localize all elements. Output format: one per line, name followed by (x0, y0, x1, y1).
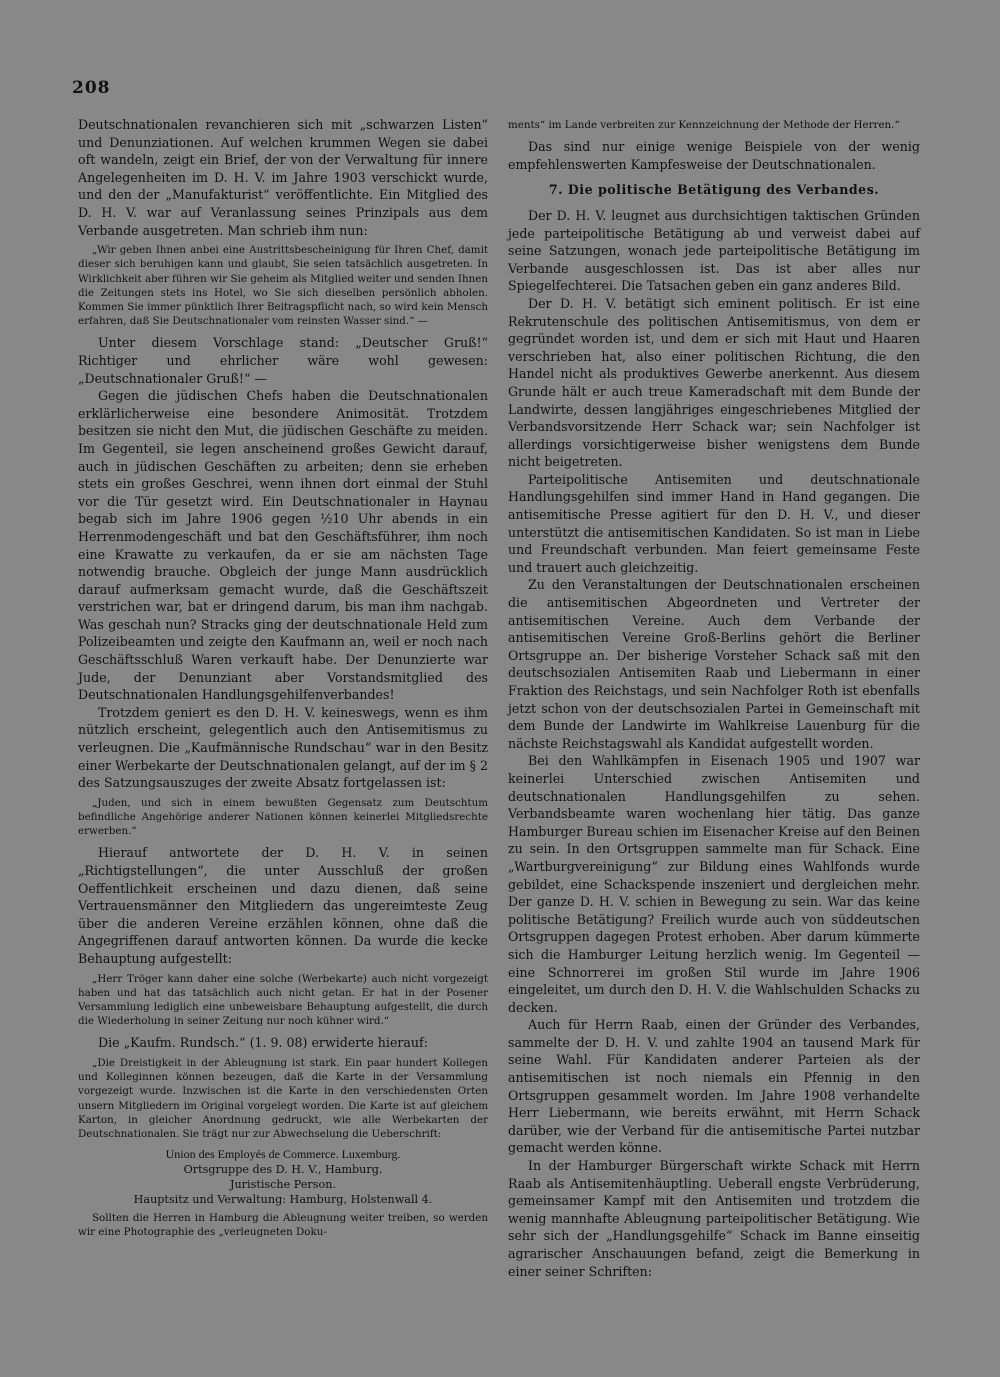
page-number: 208 (72, 78, 111, 98)
block-quote: ments“ im Lande verbreiten zur Kennzeichnung der Methode der Herren.“ (508, 119, 900, 131)
section-heading: 7. Die politische Betätigung des Verbandes. (548, 182, 880, 198)
paragraph: Der D. H. V. leugnet aus durchsichtigen taktischen Gründen jede parteipolitische Betätigung ab und verweist dabei auf seine Satzungen, wonach jede parteipolitische Betätigung im Verbande ausgeschlossen ist. Das ist aber alles nur Spiegelfechterei. Die Tatsachen geben ein ganz anderes Bild. (508, 207, 920, 294)
paragraph: Trotzdem geniert es den D. H. V. keineswegs, wenn es ihm nützlich erscheint, gelegentlich auch den Antisemitismus zu verleugnen. Die „Kaufmännische Rundschau“ war in den Besitz einer Werbekarte der Deutschnationalen gelangt, auf der im § 2 des Satzungsauszuges der zweite Absatz fortgelassen ist: (78, 704, 488, 791)
address-line: Juristische Person. (229, 1178, 337, 1192)
address-line: Ortsgruppe des D. H. V., Hamburg. (183, 1163, 383, 1177)
paragraph: In der Hamburger Bürgerschaft wirkte Schack mit Herrn Raab als Antisemitenhäuptling. Ueberall engste Verbrüderung, gemeinsamer Kampf mit den Antisemiten und trotzdem die wenig mannhafte Ableugnung parteipolitischer Betätigung. Wie sehr sich der „Handlungsgehilfe“ Schack im Banne einseitig agrarischer Anschauungen befand, zeigt die Bemerkung in einer seiner Schriften: (508, 1158, 920, 1279)
block-quote: „Wir geben Ihnen anbei eine Austrittsbescheinigung für Ihren Chef, damit dieser sich beruhigen kann und glaubt, Sie seien tatsächlich ausgetreten. In Wirklichkeit aber führen wir Sie geheim als Mitglied weiter und senden Ihnen die Zeitungen stets ins Hotel, wo Sie sich dieselben persönlich abholen. Kommen Sie immer pünktlich Ihrer Beitragspflicht nach, so wird kein Mensch erfahren, daß Sie Deutschnationaler vom reinsten Wasser sind.“ — (78, 244, 488, 328)
paragraph: Gegen die jüdischen Chefs haben die Deutschnationalen erklärlicherweise eine besondere Animosität. Trotzdem besitzen sie nicht den Mut, die jüdischen Geschäfte zu meiden. Im Gegenteil, sie legen anscheinend großes Gewicht darauf, auch in jüdischen Geschäften zu arbeiten; denn sie erheben stets ein großes Geschrei, wenn ihnen dort einmal der Stuhl vor die Tür gesetzt wird. Ein Deutschnationaler in Haynau begab sich im Jahre 1906 gegen ½10 Uhr abends in ein Herrenmodengeschäft und bat den Geschäftsführer, ihm noch eine Krawatte zu verkaufen, da er sie am nächsten Tage notwendig brauche. Obgleich der junge Mann ausdrücklich darauf aufmerksam gemacht wurde, daß die Geschäftszeit verstrichen war, bat er dringend darum, bis man ihm nachgab. Was geschah nun? Stracks ging der deutschnationale Held zum Polizeibeamten und zeigte den Kaufmann an, weil er noch nach Geschäftsschluß Waren verkauft habe. Der Denunzierte war Jude, der Denunziant aber Vorstandsmitglied des Deutschnationalen Handlungsgehilfenverbandes! (78, 388, 488, 703)
block-quote: Sollten die Herren in Hamburg die Ableugnung weiter treiben, so werden wir eine Photographie des „verleugneten Doku- (78, 1212, 488, 1239)
address-line: Hauptsitz und Verwaltung: Hamburg, Holstenwall 4. (133, 1193, 433, 1207)
paragraph: Parteipolitische Antisemiten und deutschnationale Handlungsgehilfen sind immer Hand in Hand gegangen. Die antisemitische Presse agitiert für den D. H. V., und dieser unterstützt die antisemitischen Kandidaten. So ist man in Liebe und Freundschaft verbunden. Man feiert gemeinsame Feste und trauert auch gleichzeitig. (508, 471, 920, 575)
right-column (508, 118, 920, 1280)
address-line: Union des Employés de Commerce. Luxemburg. (165, 1147, 401, 1162)
paragraph: Auch für Herrn Raab, einen der Gründer des Verbandes, sammelte der D. H. V. und zahlte 1904 an tausend Mark für seine Wahl. Für Kandidaten anderer Parteien als der antisemitischen ist noch niemals ein Pfennig in den Ortsgruppen gesammelt worden. Im Jahre 1908 verhandelte Herr Liebermann, wie bereits erwähnt, mit Herrn Schack darüber, wie der Verband für die antisemitische Partei nutzbar gemacht werden könne. (508, 1017, 920, 1156)
paragraph: Deutschnationalen revanchieren sich mit „schwarzen Listen“ und Denunziationen. Auf welchen krummen Wegen sie dabei oft wandeln, zeigt ein Brief, der von der Verwaltung für innere Angelegenheiten im D. H. V. im Jahre 1903 verschickt wurde, und den der „Manufakturist“ veröffentlichte. Ein Mitglied des D. H. V. war auf Veranlassung seines Prinzipals aus dem Verbande ausgetreten. Man schrieb ihm nun: (78, 117, 488, 238)
paragraph: Hierauf antwortete der D. H. V. in seinen „Richtigstellungen“, die unter Ausschluß der großen Oeffentlichkeit erscheinen und dazu dienen, daß seine Vertrauensmänner den Mitgliedern das ungereimteste Zeug über die anderen Vereine erzählen können, ohne daß die Angegriffenen darauf antworten können. Da wurde die kecke Behauptung aufgestellt: (78, 845, 488, 966)
paragraph: Zu den Veranstaltungen der Deutschnationalen erscheinen die antisemitischen Abgeordneten und Vertreter der antisemitischen Vereine. Auch dem Verbande der antisemitischen Vereine Groß-Berlins gehört die Berliner Ortsgruppe an. Der bisherige Vorsteher Schack saß mit den deutschsozialen Antisemiten Raab und Liebermann in einer Fraktion des Reichstags, und sein Nachfolger Roth ist ebenfalls jetzt schon von der deutschsozialen Partei in Gemeinschaft mit dem Bunde der Landwirte im Wahlkreise Lauenburg für die nächste Reichstagswahl als Kandidat aufgestellt worden. (508, 577, 920, 751)
paragraph: Der D. H. V. betätigt sich eminent politisch. Er ist eine Rekrutenschule des politischen Antisemitismus, von dem er gegründet worden ist, und dem er sich mit Haut und Haaren verschrieben hat, also einer politischen Richtung, die den Handel nicht als produktives Gewerbe anerkennt. Aus diesem Grunde hält er auch treue Kameradschaft mit dem Bunde der Landwirte, dessen langjähriges eingeschriebenes Mitglied der Verbandsvorsitzende Herr Schack war; sein Nachfolger ist allerdings vorsichtigerweise bisher wenigstens dem Bunde nicht beigetreten. (508, 295, 920, 470)
block-quote: „Die Dreistigkeit in der Ableugnung ist stark. Ein paar hundert Kollegen und Kolleginnen können bezeugen, daß die Karte in der Versammlung vorgezeigt wurde. Inzwischen ist die Karte in den verschiedensten Orten unsern Mitgliedern im Original vorgelegt worden. Die Karte ist auf gleichem Karton, in gleicher Anordnung gedruckt, wie alle Werbekarten der Deutschnationalen. Sie trägt nur zur Abwechselung die Ueberschrift: (78, 1056, 488, 1140)
paragraph: Das sind nur einige wenige Beispiele von der wenig empfehlenswerten Kampfesweise der Deutschnationalen. (508, 139, 920, 172)
paragraph: Bei den Wahlkämpfen in Eisenach 1905 und 1907 war keinerlei Unterschied zwischen Antisemiten und deutschnationalen Handlungsgehilfen zu sehen. Verbandsbeamte waren wochenlang hier tätig. Das ganze Hamburger Bureau schien im Eisenacher Kreise auf den Beinen zu sein. In den Ortsgruppen sammelte man für Schack. Eine „Wartburgvereinigung“ zur Bildung eines Wahlfonds wurde gebildet, eine Schackspende inszeniert und dergleichen mehr. Der ganze D. H. V. schien in Bewegung zu sein. War das keine politische Betätigung? Freilich wurde auch von süddeutschen Ortsgruppen dagegen Protest erhoben. Aber darum kümmerte sich die Hamburger Leitung herzlich wenig. Im Gegenteil — eine Schnorrerei im großen Stil wurde im Jahre 1906 eingeleitet, um durch den D. H. V. die Wahlschulden Schacks zu decken. (508, 753, 920, 1015)
paragraph: Die „Kaufm. Rundsch.“ (1. 9. 08) erwiderte hierauf: (98, 1035, 428, 1051)
left-column (78, 116, 488, 1246)
block-quote: „Herr Tröger kann daher eine solche (Werbekarte) auch nicht vorgezeigt haben und hat das tatsächlich auch nicht getan. Er hat in der Posener Versammlung lediglich eine unbeweisbare Behauptung aufgestellt, die durch die Wiederholung in seiner Zeitung nur noch kühner wird.“ (78, 972, 488, 1028)
block-quote: „Juden, und sich in einem bewußten Gegensatz zum Deutschtum befindliche Angehörige anderer Nationen können keinerlei Mitgliedsrechte erwerben.“ (78, 796, 488, 838)
paragraph: Unter diesem Vorschlage stand: „Deutscher Gruß!“ Richtiger und ehrlicher wäre wohl gewesen: „Deutschnationaler Gruß!“ — (78, 335, 488, 386)
